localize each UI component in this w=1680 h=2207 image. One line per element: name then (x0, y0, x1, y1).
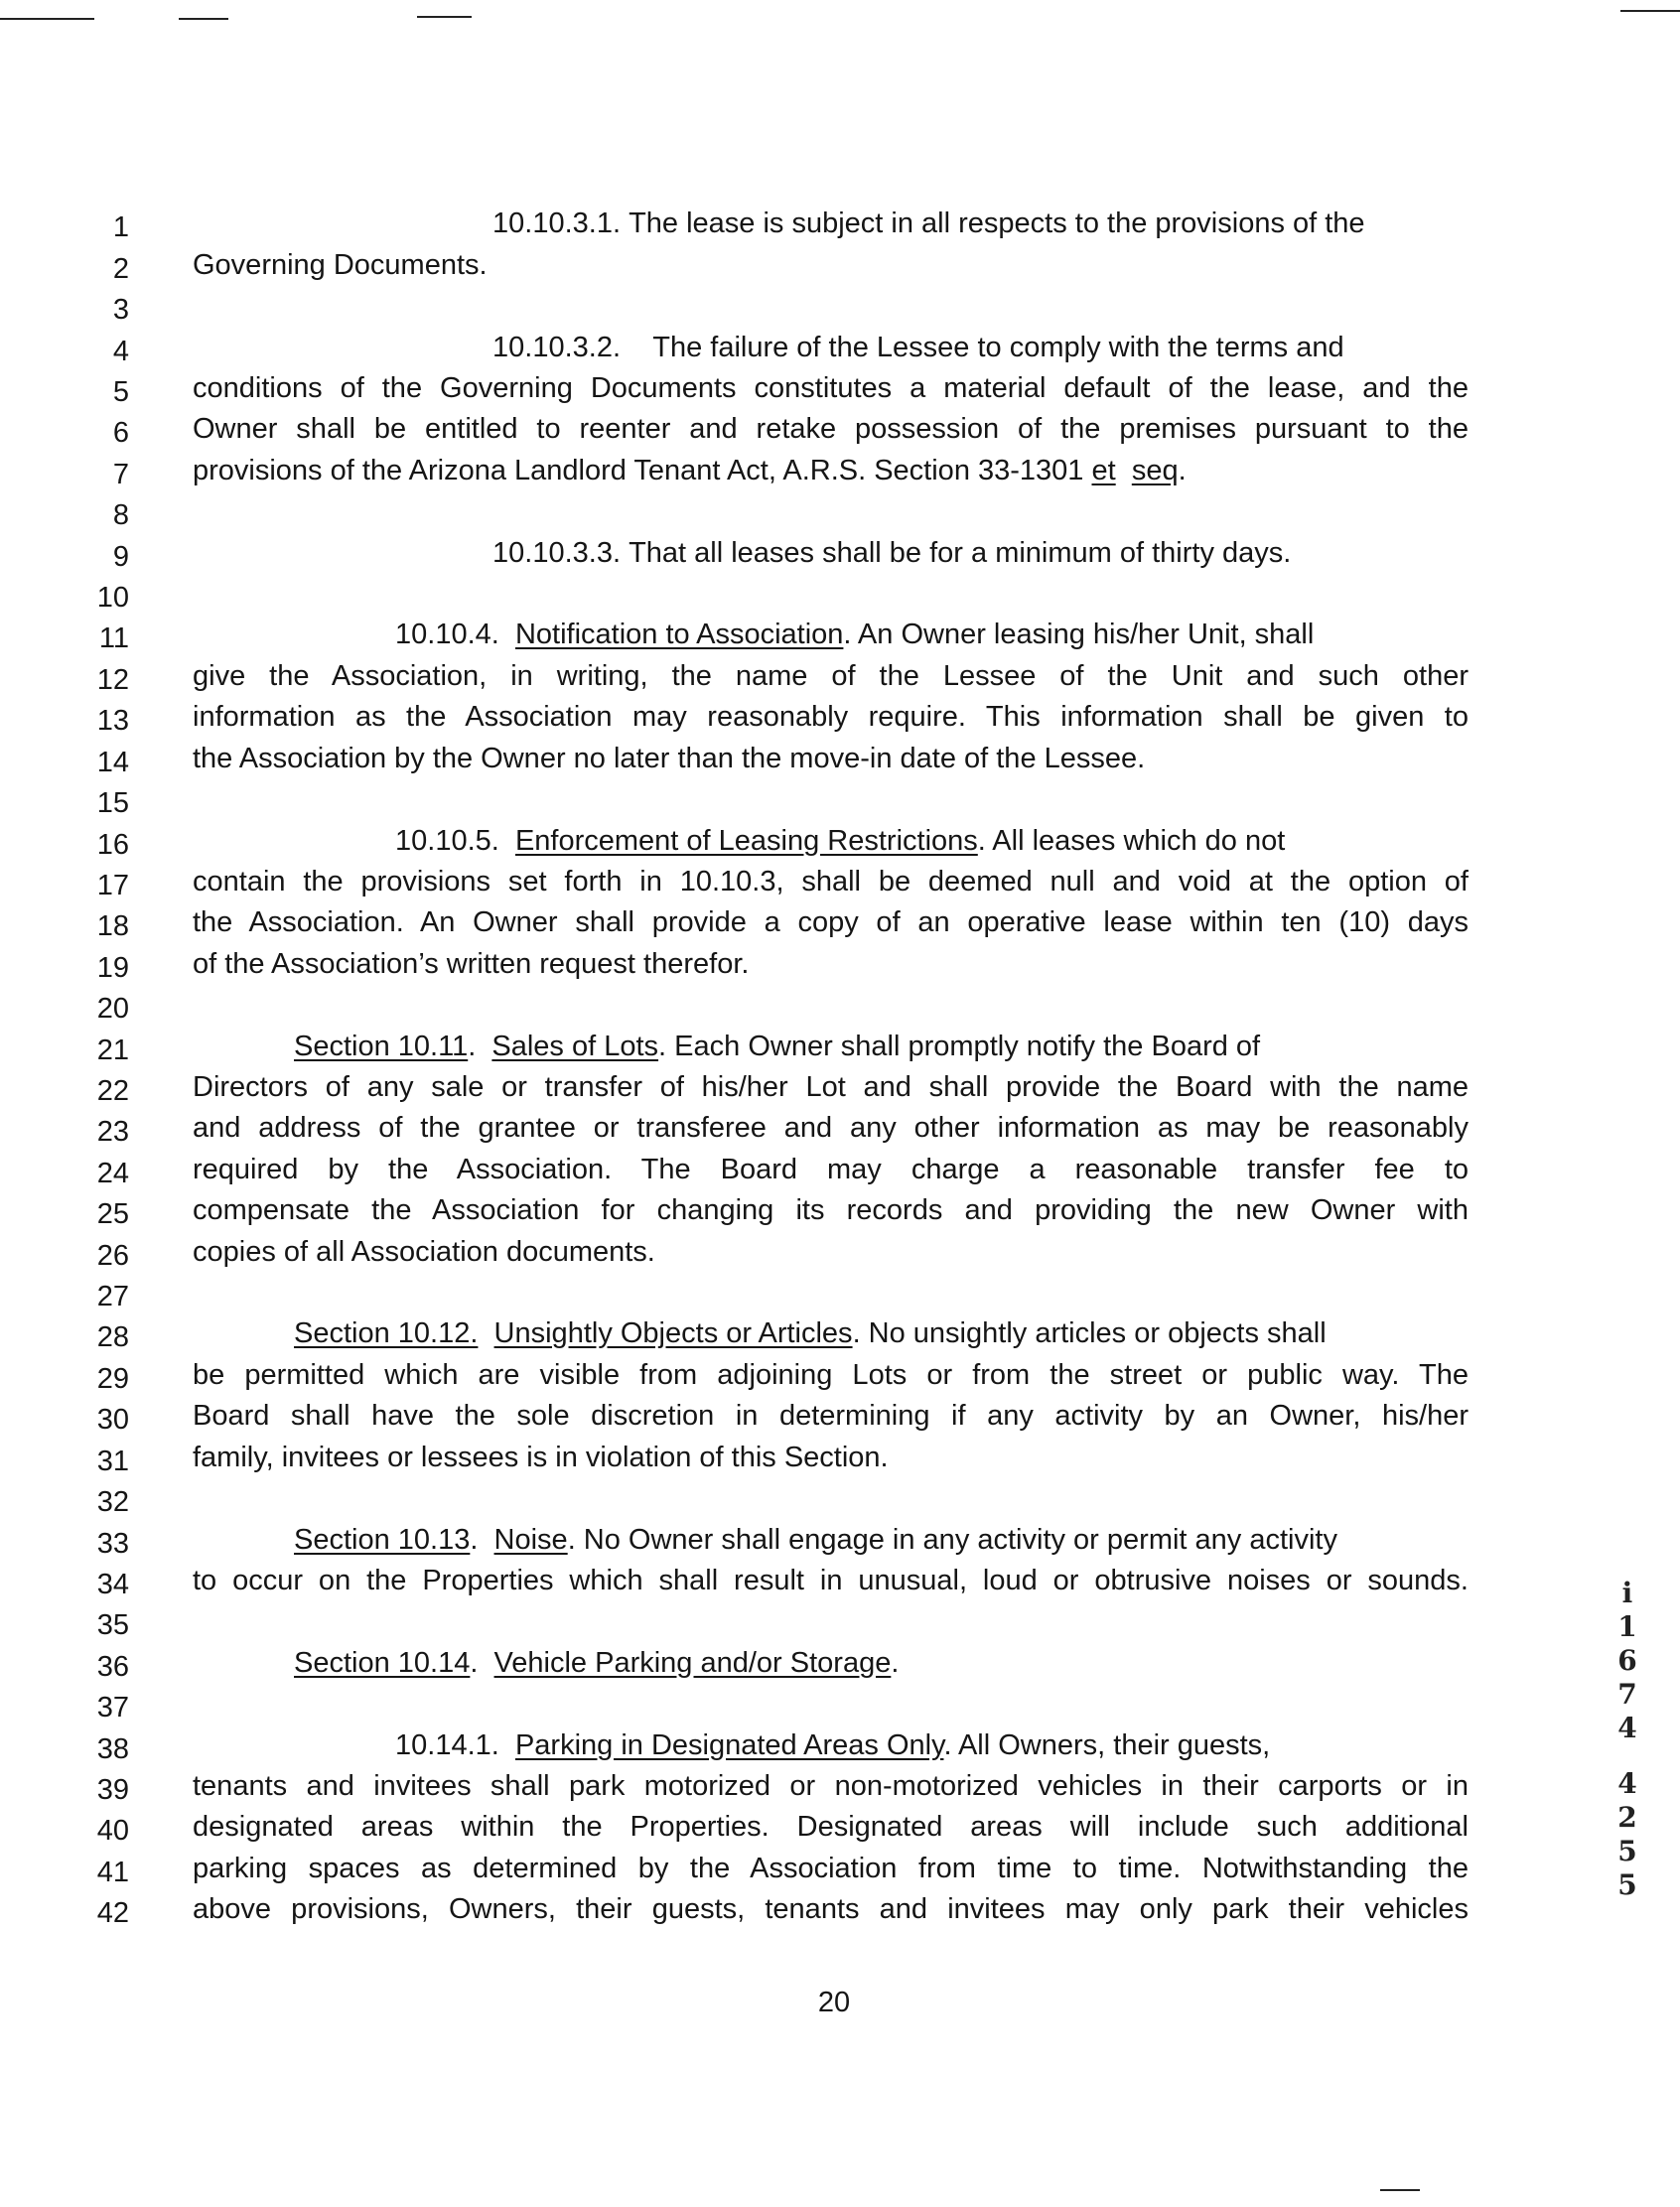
line-number: 39 (96, 1774, 129, 1806)
section-10-11-line-3: and address of the grantee or transferee and any other information as may be reasonably (193, 1112, 1469, 1144)
section-10-13-line-1: Section 10.13. Noise. No Owner shall engage in any activity or permit any activity (294, 1524, 1337, 1556)
citation-et: et (1091, 455, 1116, 486)
paragraph-10-10-3-3 (492, 538, 1291, 568)
paragraph-number: 10.10.3.2. (492, 332, 621, 363)
section-10-12-line-1 (294, 1318, 1327, 1348)
paragraph-10-10-4-line-1 (395, 620, 1314, 649)
recording-stamp-char: 5 (1617, 1835, 1637, 1867)
section-10-11-line-4: required by the Association. The Board may charge a reasonable transfer fee to (193, 1154, 1469, 1185)
section-10-13-line-2: to occur on the Properties which shall result in unusual, loud or obtrusive noises or sounds. (193, 1565, 1469, 1596)
line-number: 5 (112, 376, 129, 408)
line-number: 16 (96, 829, 129, 861)
section-number: Section 10.12. (294, 1317, 479, 1349)
section-number: Section 10.11 (294, 1031, 469, 1062)
line-number: 12 (96, 664, 129, 696)
paragraph-text: Governing Documents. (193, 249, 488, 281)
paragraph-10-10-3-1-line-1 (492, 208, 1365, 238)
citation-seq: seq (1131, 455, 1179, 486)
line-number: 4 (112, 336, 129, 367)
line-number: 13 (96, 705, 129, 737)
section-10-11-line-1: Section 10.11. Sales of Lots. Each Owner shall promptly notify the Board of (294, 1031, 1261, 1062)
paragraph-text: . Each Owner shall promptly notify the Board of (658, 1031, 1261, 1062)
line-number: 18 (96, 910, 129, 942)
recording-stamp-char: 6 (1617, 1644, 1637, 1677)
paragraph-number: 10.10.3.3. (492, 537, 621, 569)
line-number: 10 (96, 582, 129, 614)
paragraph-10-10-3-2-line-3: Owner shall be entitled to reenter and retake possession of the premises pursuant to the (193, 413, 1469, 445)
section-number: Section 10.14 (294, 1647, 471, 1679)
section-heading: Vehicle Parking and/or Storage (493, 1647, 892, 1679)
scan-artifact-top-right (1620, 10, 1680, 12)
paragraph-10-10-5-line-4: of the Association’s written request therefor. (193, 948, 750, 980)
paragraph-number: 10.10.3.1. (492, 207, 621, 239)
line-number: 30 (96, 1404, 129, 1436)
line-number: 22 (96, 1075, 129, 1107)
paragraph-text: . (1178, 455, 1187, 486)
recording-stamp-char: 7 (1617, 1678, 1637, 1711)
paragraph-text: The lease is subject in all respects to the provisions of the (629, 207, 1365, 239)
line-number: 6 (112, 417, 129, 449)
paragraph-text: . All Owners, their guests, (943, 1729, 1271, 1761)
paragraph-10-10-4-line-3: information as the Association may reasonably require. This information shall be given to (193, 701, 1469, 733)
line-number: 9 (112, 541, 129, 573)
line-number: 29 (96, 1363, 129, 1395)
line-number: 32 (96, 1486, 129, 1518)
line-number: 17 (96, 870, 129, 901)
line-number: 1 (112, 211, 129, 243)
section-heading: Unsightly Objects or Articles (493, 1317, 853, 1349)
recording-stamp-char: 1 (1617, 1610, 1637, 1643)
paragraph-10-10-3-2-line-1 (492, 333, 1344, 362)
paragraph-10-10-5-line-1 (395, 826, 1285, 856)
line-number: 38 (96, 1733, 129, 1765)
paragraph-text: . All leases which do not (977, 825, 1286, 857)
paragraph-number: 10.10.4. (395, 619, 499, 650)
line-number: 7 (112, 459, 129, 490)
scan-artifact-top-3 (417, 16, 472, 18)
paragraph-text: That all leases shall be for a minimum of thirty days. (629, 537, 1292, 569)
paragraph-number: 10.10.5. (395, 825, 499, 857)
line-number: 27 (96, 1281, 129, 1312)
section-10-12-line-3: Board shall have the sole discretion in determining if any activity by an Owner, his/her (193, 1400, 1469, 1432)
paragraph-heading: Parking in Designated Areas Only (514, 1729, 944, 1761)
line-number: 23 (96, 1116, 129, 1148)
line-number: 40 (96, 1815, 129, 1847)
paragraph-10-10-5-line-3: the Association. An Owner shall provide a copy of an operative lease within ten (10) days (193, 906, 1469, 938)
scan-artifact-bottom-right (1380, 2189, 1420, 2191)
line-number: 19 (96, 952, 129, 984)
paragraph-heading: Notification to Association (514, 619, 844, 650)
line-number: 14 (96, 747, 129, 778)
scan-artifact-top-2 (179, 18, 228, 20)
line-number: 28 (96, 1321, 129, 1353)
paragraph-10-10-5-line-2: contain the provisions set forth in 10.10.3, shall be deemed null and void at the option of (193, 866, 1469, 897)
section-10-11-line-2: Directors of any sale or transfer of his/her Lot and shall provide the Board with the name (193, 1071, 1469, 1103)
line-number: 42 (96, 1897, 129, 1929)
scan-artifact-top-left (0, 18, 94, 20)
paragraph-10-10-4-line-4: the Association by the Owner no later than the move-in date of the Lessee. (193, 743, 1146, 774)
line-number: 36 (96, 1651, 129, 1683)
section-10-12-line-4: family, invitees or lessees is in violation of this Section. (193, 1442, 889, 1473)
paragraph-heading: Enforcement of Leasing Restrictions (514, 825, 978, 857)
paragraph-text: . No unsightly articles or objects shall (852, 1317, 1327, 1349)
section-10-11-line-5: compensate the Association for changing its records and providing the new Owner with (193, 1194, 1469, 1226)
paragraph-10-10-3-2-line-2: conditions of the Governing Documents constitutes a material default of the lease, and the (193, 372, 1469, 404)
line-number: 25 (96, 1198, 129, 1230)
paragraph-10-14-1-line-5: above provisions, Owners, their guests, tenants and invitees may only park their vehicles (193, 1893, 1469, 1925)
section-10-14-heading: Section 10.14. Vehicle Parking and/or Storage. (294, 1647, 900, 1679)
section-number: Section 10.13 (294, 1524, 471, 1556)
section-heading: Sales of Lots (491, 1031, 659, 1062)
recording-stamp-char: 4 (1617, 1767, 1637, 1800)
section-heading: Noise (493, 1524, 568, 1556)
paragraph-10-10-4-line-2: give the Association, in writing, the name of the Lessee of the Unit and such other (193, 660, 1469, 692)
paragraph-10-14-1-line-3: designated areas within the Properties. Designated areas will include such additional (193, 1811, 1469, 1843)
line-number: 37 (96, 1692, 129, 1724)
paragraph-10-14-1-line-1 (395, 1730, 1270, 1760)
line-number: 31 (96, 1446, 129, 1477)
line-number: 21 (96, 1035, 129, 1066)
paragraph-text: . An Owner leasing his/her Unit, shall (843, 619, 1315, 650)
recording-stamp-char: 2 (1617, 1801, 1637, 1834)
page-number: 20 (817, 1987, 851, 2018)
line-number: 33 (96, 1528, 129, 1560)
line-number: 15 (96, 787, 129, 819)
paragraph-text: . No Owner shall engage in any activity or permit any activity (567, 1524, 1337, 1556)
recording-stamp-char: 4 (1617, 1712, 1637, 1744)
paragraph-10-10-3-2-line-4 (193, 456, 1187, 485)
section-10-12-line-2: be permitted which are visible from adjoining Lots or from the street or public way. The (193, 1359, 1469, 1391)
paragraph-number: 10.14.1. (395, 1729, 499, 1761)
recording-stamp-char: 5 (1617, 1868, 1637, 1901)
section-10-11-line-6: copies of all Association documents. (193, 1236, 655, 1268)
line-number: 11 (98, 622, 129, 654)
recording-stamp-char: i (1621, 1577, 1633, 1609)
line-number: 20 (96, 993, 129, 1025)
line-number: 2 (112, 253, 129, 285)
line-number: 8 (112, 499, 129, 531)
line-number: 34 (96, 1569, 129, 1600)
line-number: 26 (96, 1240, 129, 1272)
paragraph-10-10-3-1-line-2 (193, 250, 488, 280)
line-number: 35 (96, 1609, 129, 1641)
line-number: 41 (96, 1857, 129, 1888)
line-number: 3 (112, 294, 129, 326)
line-number: 24 (96, 1158, 129, 1189)
paragraph-text: The failure of the Lessee to comply with the terms and (652, 332, 1344, 363)
paragraph-text: provisions of the Arizona Landlord Tenant Act, A.R.S. Section 33-1301 (193, 455, 1084, 486)
paragraph-10-14-1-line-4: parking spaces as determined by the Association from time to time. Notwithstanding the (193, 1853, 1469, 1884)
paragraph-10-14-1-line-2: tenants and invitees shall park motorized or non-motorized vehicles in their carports or in (193, 1770, 1469, 1802)
